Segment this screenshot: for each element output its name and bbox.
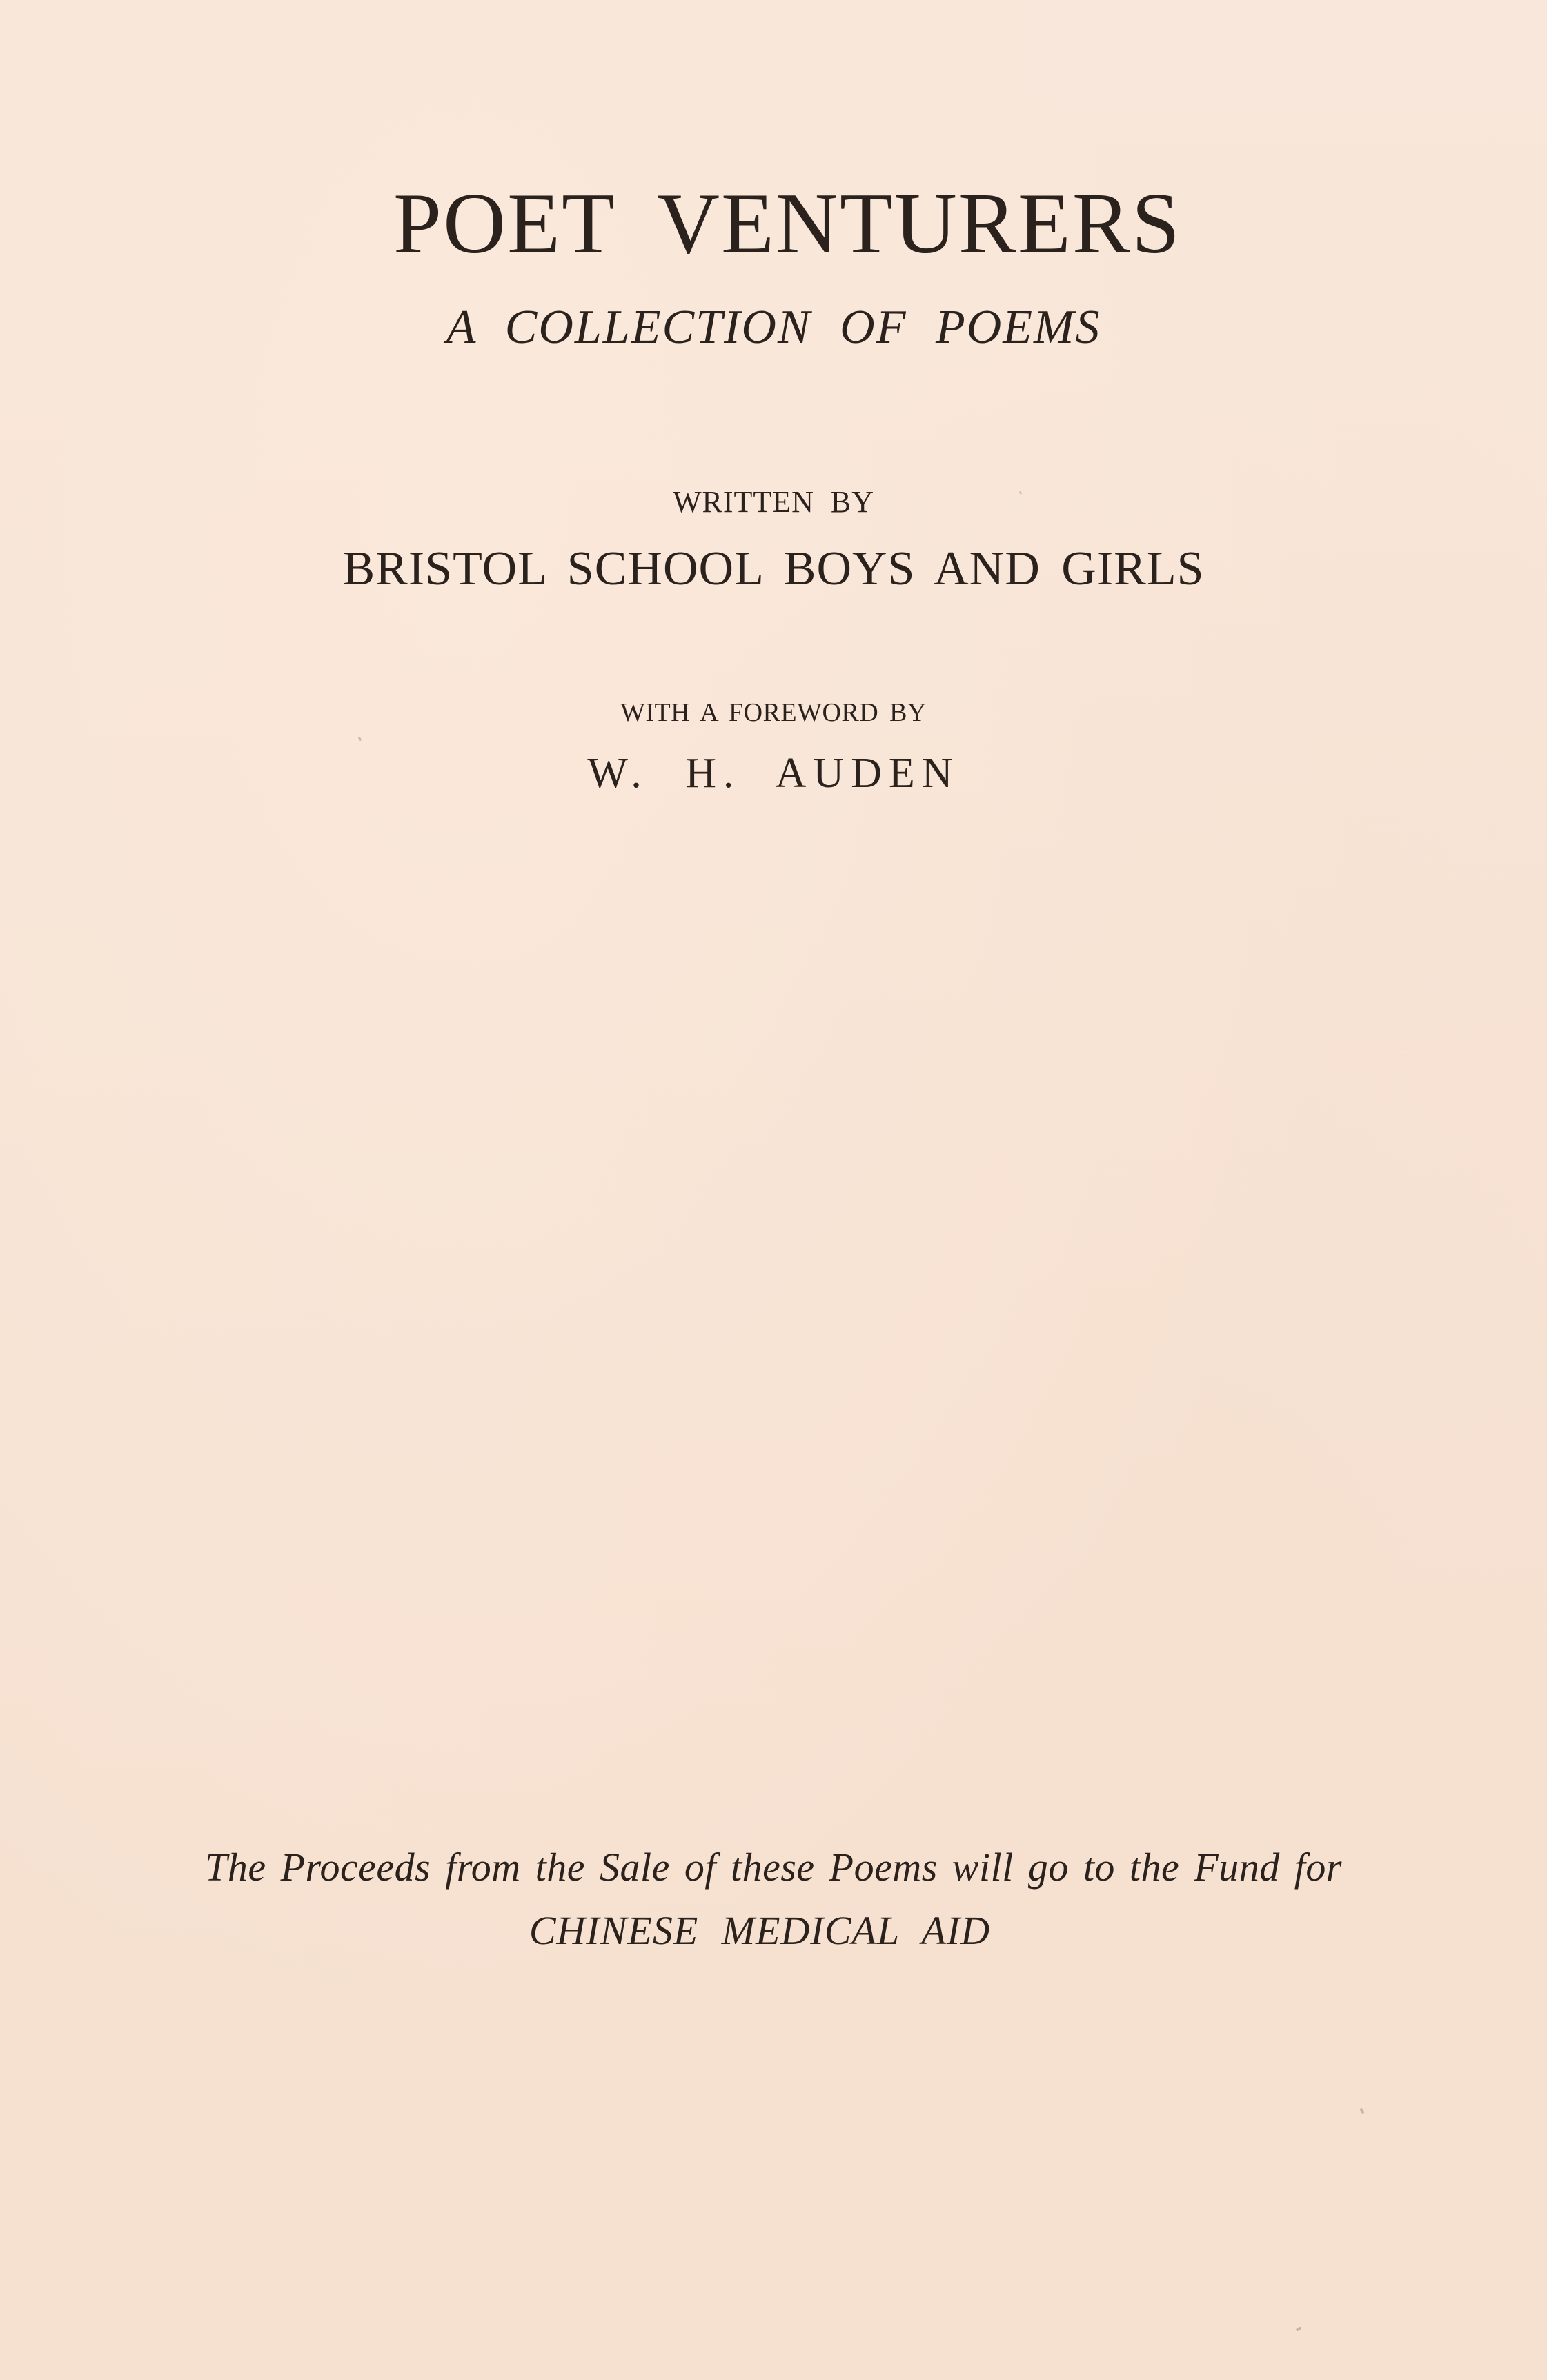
book-title: POET VENTURERS bbox=[393, 176, 1181, 272]
foreword-author: W. H. AUDEN bbox=[587, 750, 960, 797]
paper-speck bbox=[1296, 2326, 1302, 2331]
foreword-label: WITH A FOREWORD BY bbox=[620, 698, 927, 727]
proceeds-note: The Proceeds from the Sale of these Poems will go to the Fund for bbox=[205, 1845, 1342, 1890]
beneficiary: CHINESE MEDICAL AID bbox=[529, 1908, 991, 1953]
written-by-label: WRITTEN BY bbox=[672, 485, 875, 519]
paper-speck bbox=[358, 737, 362, 742]
authors: BRISTOL SCHOOL BOYS AND GIRLS bbox=[342, 542, 1205, 595]
book-subtitle: A COLLECTION OF POEMS bbox=[446, 301, 1101, 354]
paper-speck bbox=[1359, 2108, 1364, 2114]
